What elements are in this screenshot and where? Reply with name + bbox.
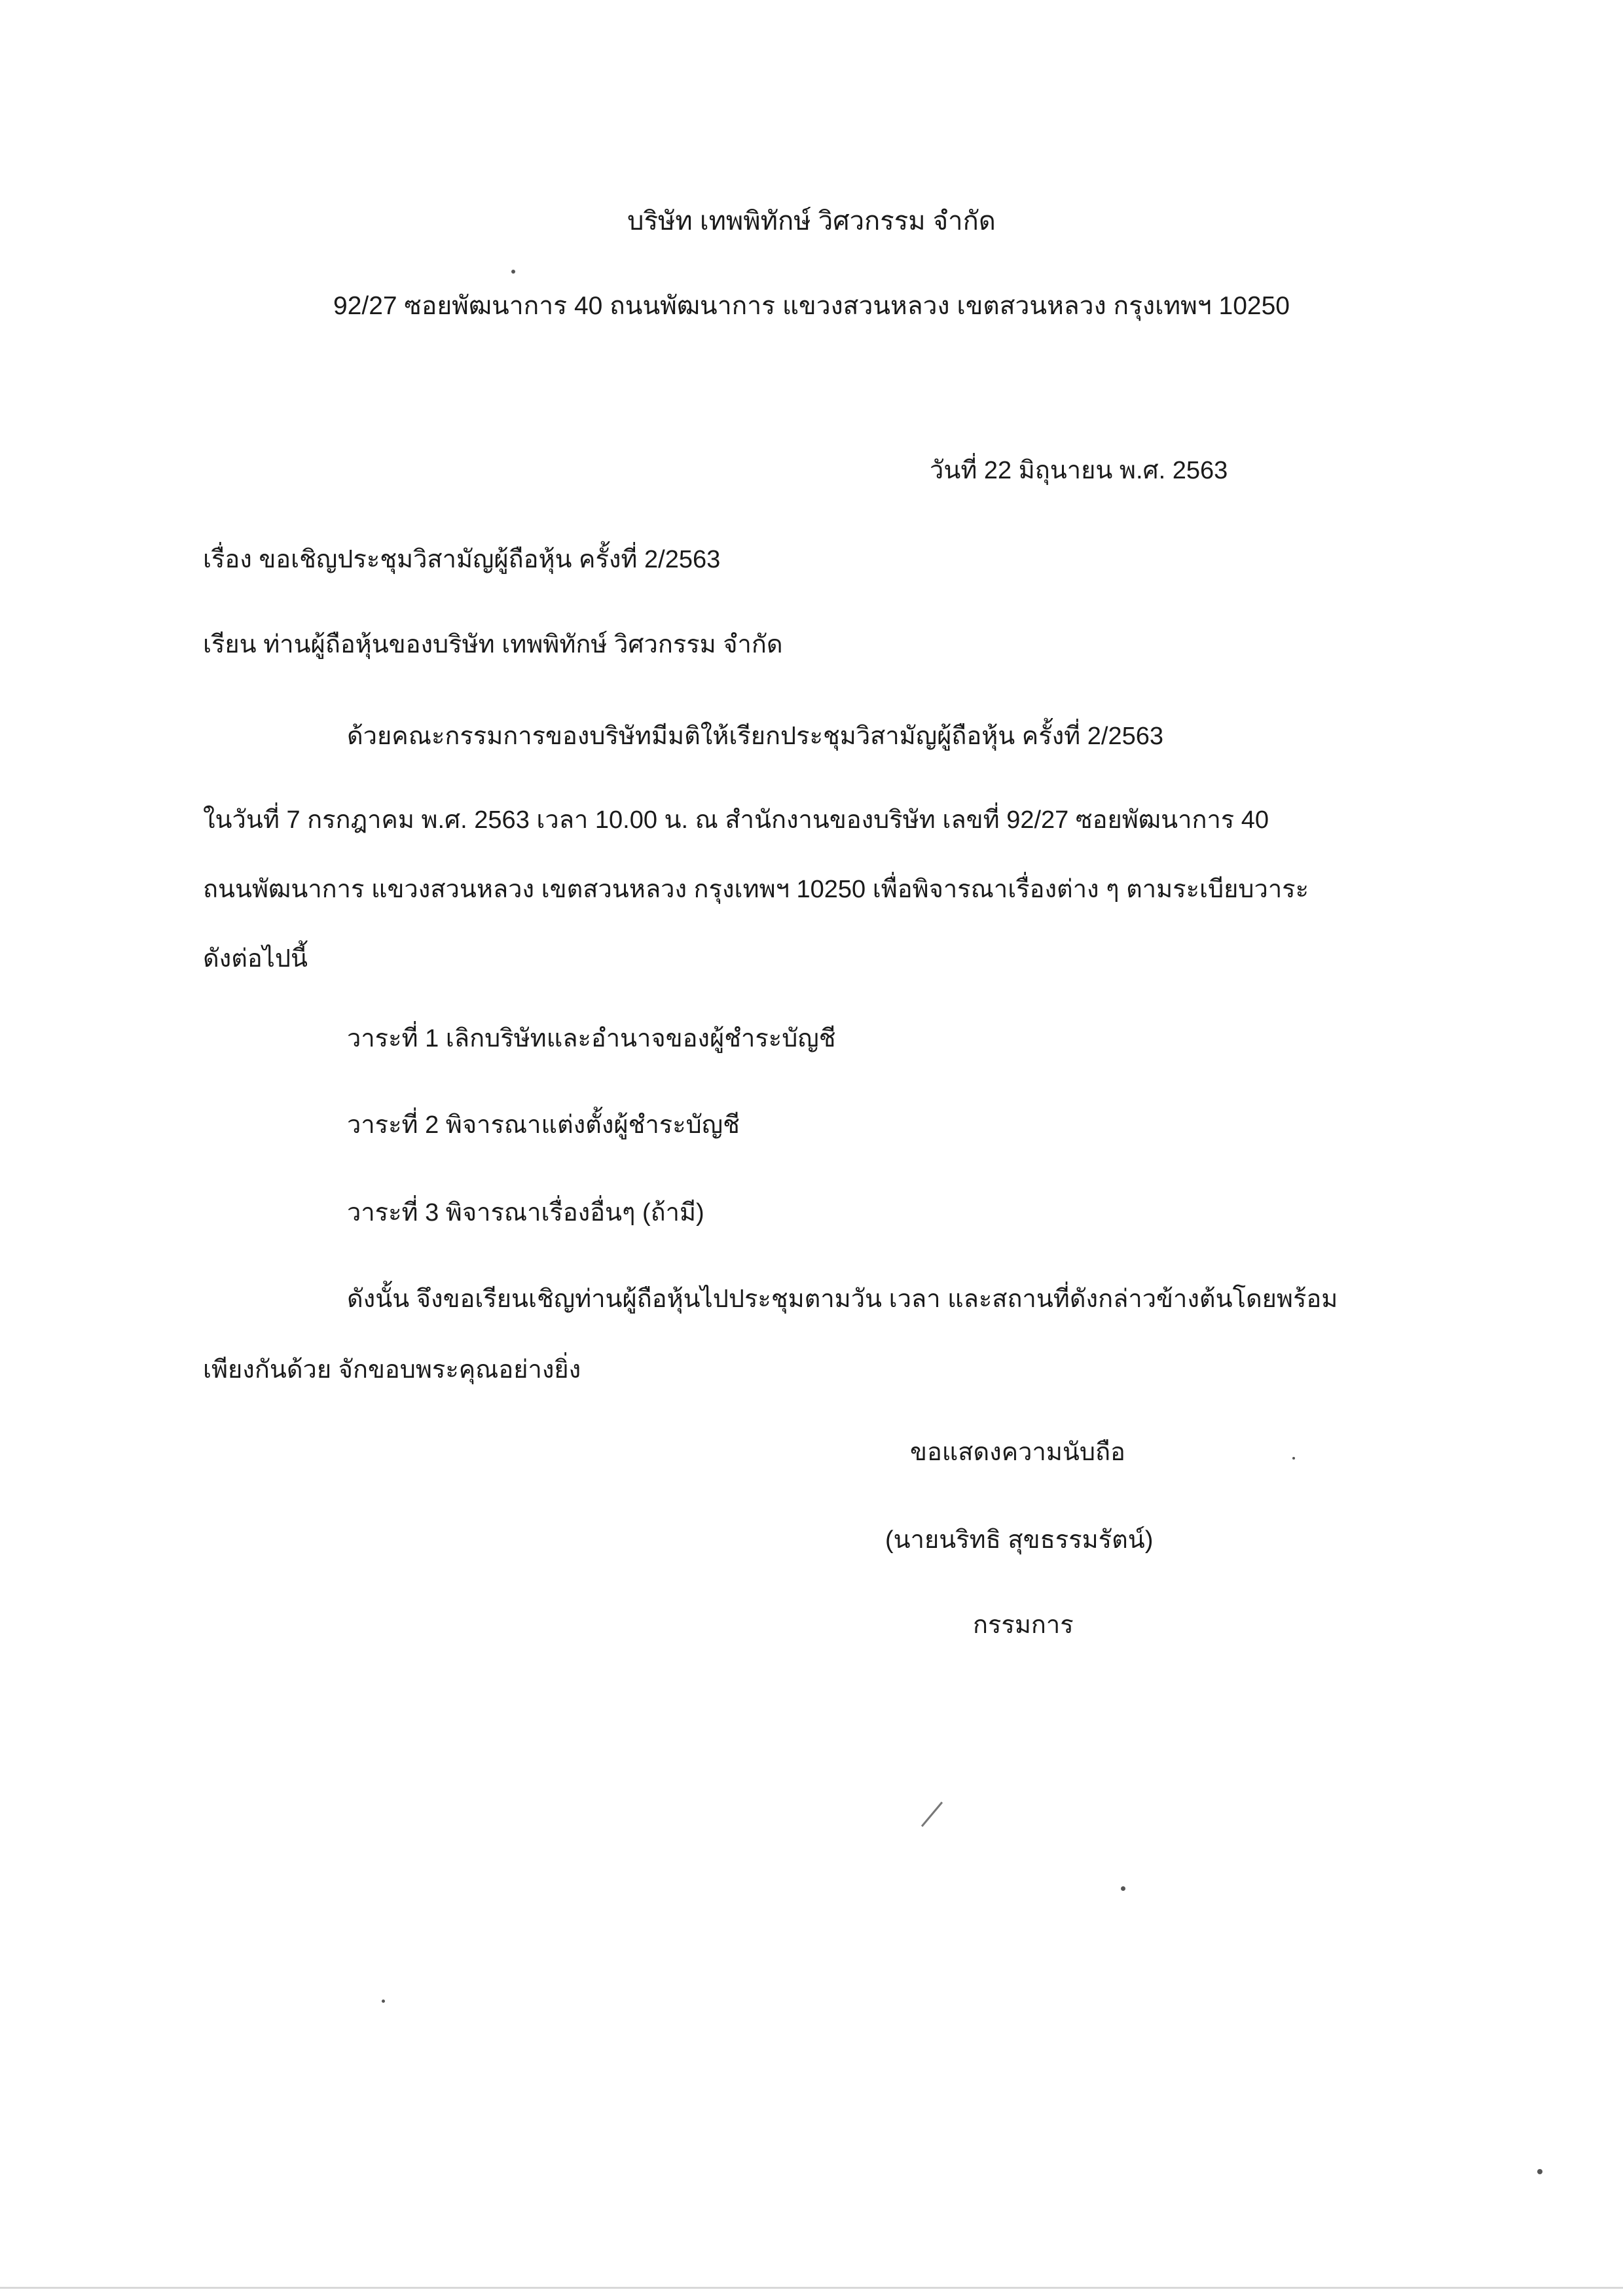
signer-name: (นายนริทธิ สุขธรรมรัตน์) bbox=[885, 1526, 1154, 1554]
company-address: 92/27 ซอยพัฒนาการ 40 ถนนพัฒนาการ แขวงสวนหลวง เขตสวนหลวง กรุงเทพฯ 10250 bbox=[333, 292, 1290, 320]
paragraph-1-line-1: ด้วยคณะกรรมการของบริษัทมีมติให้เรียกประชุมวิสามัญผู้ถือหุ้น ครั้งที่ 2/2563 bbox=[347, 723, 1164, 750]
scan-edge bbox=[0, 2287, 1623, 2289]
closing-phrase: ขอแสดงความนับถือ bbox=[910, 1439, 1125, 1466]
signer-title: กรรมการ bbox=[973, 1611, 1074, 1639]
scan-speck bbox=[382, 2000, 385, 2003]
scan-speck bbox=[511, 270, 515, 274]
scan-speck bbox=[1292, 1457, 1295, 1460]
company-name: บริษัท เทพพิทักษ์ วิศวกรรม จำกัด bbox=[627, 207, 996, 236]
scan-speck bbox=[1121, 1886, 1125, 1891]
agenda-item-3: วาระที่ 3 พิจารณาเรื่องอื่นๆ (ถ้ามี) bbox=[347, 1199, 704, 1227]
agenda-item-2: วาระที่ 2 พิจารณาแต่งตั้งผู้ชำระบัญชี bbox=[347, 1111, 740, 1139]
letter-recipient: เรียน ท่านผู้ถือหุ้นของบริษัท เทพพิทักษ์ วิศวกรรม จำกัด bbox=[203, 631, 783, 658]
paragraph-1-line-2: ในวันที่ 7 กรกฎาคม พ.ศ. 2563 เวลา 10.00 น. ณ สำนักงานของบริษัท เลขที่ 92/27 ซอยพัฒนาการ 40 bbox=[203, 806, 1269, 834]
paragraph-1-line-3: ถนนพัฒนาการ แขวงสวนหลวง เขตสวนหลวง กรุงเทพฯ 10250 เพื่อพิจารณาเรื่องต่าง ๆ ตามระเบียบวาระ bbox=[203, 876, 1309, 903]
paragraph-2-line-1: ดังนั้น จึงขอเรียนเชิญท่านผู้ถือหุ้นไปประชุมตามวัน เวลา และสถานที่ดังกล่าวข้างต้นโดยพร้อม bbox=[347, 1285, 1338, 1313]
scan-speck bbox=[1537, 2169, 1542, 2174]
letter-subject: เรื่อง ขอเชิญประชุมวิสามัญผู้ถือหุ้น ครั้งที่ 2/2563 bbox=[203, 546, 721, 573]
paragraph-2-line-2: เพียงกันด้วย จักขอบพระคุณอย่างยิ่ง bbox=[203, 1356, 581, 1384]
agenda-item-1: วาระที่ 1 เลิกบริษัทและอำนาจของผู้ชำระบัญชี bbox=[347, 1025, 836, 1052]
paragraph-1-line-4: ดังต่อไปนี้ bbox=[203, 945, 308, 973]
scan-stroke bbox=[921, 1802, 943, 1827]
letter-date: วันที่ 22 มิถุนายน พ.ศ. 2563 bbox=[930, 457, 1228, 484]
